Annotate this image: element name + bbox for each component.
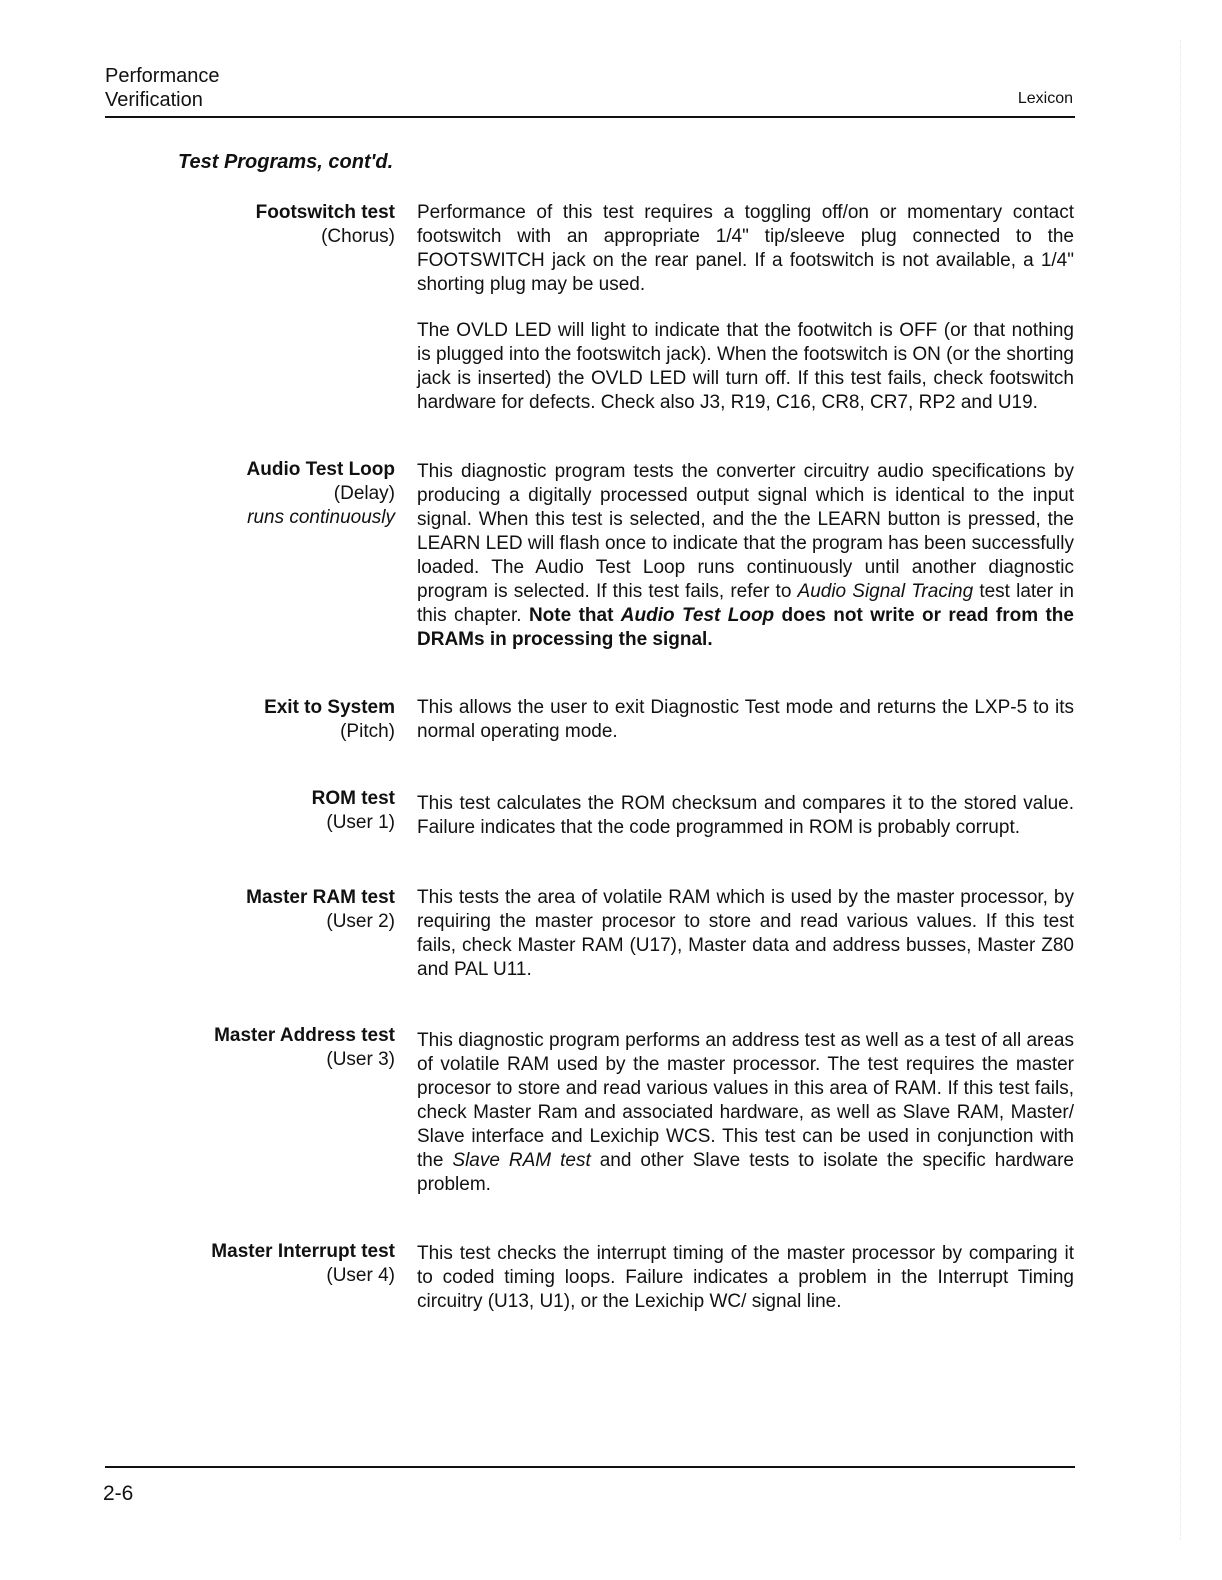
entry-label xyxy=(312,787,395,835)
entry-label xyxy=(246,886,395,934)
text-run: and other Slave tests to isolate the specific hardware problem. xyxy=(417,1150,1074,1195)
paragraph: This test checks the interrupt timing of the master processor by comparing it to coded timing loops. Failure indicates a problem in the Interrupt Timing circuitry (U13, U1), or the Lexichip WC/ signal line. xyxy=(417,1243,1074,1312)
text-run: This diagnostic program tests the converter circuitry audio specifications by producing a digitally processed output signal which is identical to the input signal. When this test is selected, and the the LEARN button is pressed, the LEARN LED will flash once to indicate that the program has been successfully loaded. The Audio Test Loop runs continuously until another diagnostic program is selected. If this test fails, refer to xyxy=(417,461,1074,602)
text-run-bold-italic: Audio Test Loop xyxy=(620,605,775,626)
entry-name: Master Address test xyxy=(214,1025,395,1046)
scan-edge-marks xyxy=(1180,40,1211,1540)
paragraph xyxy=(417,460,1074,652)
entry-sub: (User 4) xyxy=(326,1265,395,1286)
entry-sub: (User 1) xyxy=(326,812,395,833)
paragraph: This tests the area of volatile RAM which is used by the master processor, by requiring the master procesor to store and read various values. If this test fails, check Master RAM (U17), Master data and address busses, Master Z80 and PAL U11. xyxy=(417,887,1074,980)
entry-note: runs continuously xyxy=(247,507,395,528)
entry-name: Audio Test Loop xyxy=(246,459,395,480)
entry-sub: (User 2) xyxy=(326,911,395,932)
entry-body xyxy=(417,792,1074,854)
entry-sub: (Delay) xyxy=(333,483,395,504)
header-line-1: Performance xyxy=(105,65,220,87)
entry-body xyxy=(417,696,1074,758)
entry-label xyxy=(211,1240,395,1288)
entry-body xyxy=(417,1029,1074,1211)
entry-body xyxy=(417,886,1074,996)
page-number: 2-6 xyxy=(103,1482,134,1505)
entry-label xyxy=(247,458,395,530)
entry-name: Footswitch test xyxy=(255,202,395,223)
entry-name: Master Interrupt test xyxy=(211,1241,395,1262)
text-run: This diagnostic program performs an address test as well as a test of all areas of volatile RAM used by the master processor. The test requires the master procesor to store and read various values in this area of RAM. If this test fails, check Master Ram and associated hardware, as well as Slave RAM, Master/ Slave interface and Lexichip WCS. This test can be used in conjunction with the xyxy=(417,1030,1074,1171)
entry-name: ROM test xyxy=(311,788,395,809)
paragraph: Performance of this test requires a toggling off/on or momentary contact footswitch with an appropriate 1/4" tip/sleeve plug connected to the FOOTSWITCH jack on the rear panel. If a footswitch is not available, a 1/4" shorting plug may be used. xyxy=(417,202,1074,295)
entry-body xyxy=(417,460,1074,666)
paragraph: The OVLD LED will light to indicate that the footwitch is OFF (or that nothing is plugged into the footswitch jack). When the footswitch is ON (or the shorting jack is inserted) the OVLD LED will turn off. If this test fails, check footswitch hardware for defects. Check also J3, R19, C16, CR8, CR7, RP2 and U19. xyxy=(417,320,1074,413)
entry-label xyxy=(214,1024,395,1072)
paragraph xyxy=(417,1029,1074,1197)
text-run: test later in this chapter. xyxy=(417,581,1074,626)
text-run-bold: does not write or read from the DRAMs in processing the signal. xyxy=(417,605,1074,650)
header-brand: Lexicon xyxy=(1017,90,1073,107)
paragraph: This test calculates the ROM checksum and compares it to the stored value. Failure indicates that the code programmed in ROM is probably corrupt. xyxy=(417,793,1074,838)
entry-sub: (Chorus) xyxy=(321,226,395,247)
header-rule xyxy=(105,116,1075,118)
running-header-title xyxy=(105,64,220,112)
entry-sub: (User 3) xyxy=(326,1049,395,1070)
entry-label xyxy=(264,696,395,744)
footer-rule xyxy=(105,1466,1075,1468)
text-run-bold: Note that xyxy=(528,605,621,626)
section-title: Test Programs, cont'd. xyxy=(178,151,394,173)
text-run-italic: Audio Signal Tracing xyxy=(797,581,974,602)
entry-body xyxy=(417,201,1074,429)
entry-sub: (Pitch) xyxy=(340,721,395,742)
text-run-italic: Slave RAM test xyxy=(452,1150,591,1171)
entry-body xyxy=(417,1242,1074,1328)
entry-name: Master RAM test xyxy=(246,887,395,908)
paragraph: This allows the user to exit Diagnostic Test mode and returns the LXP-5 to its normal operating mode. xyxy=(417,697,1074,742)
header-line-2: Verification xyxy=(105,89,203,111)
entry-name: Exit to System xyxy=(264,697,395,718)
entry-label xyxy=(256,201,395,249)
